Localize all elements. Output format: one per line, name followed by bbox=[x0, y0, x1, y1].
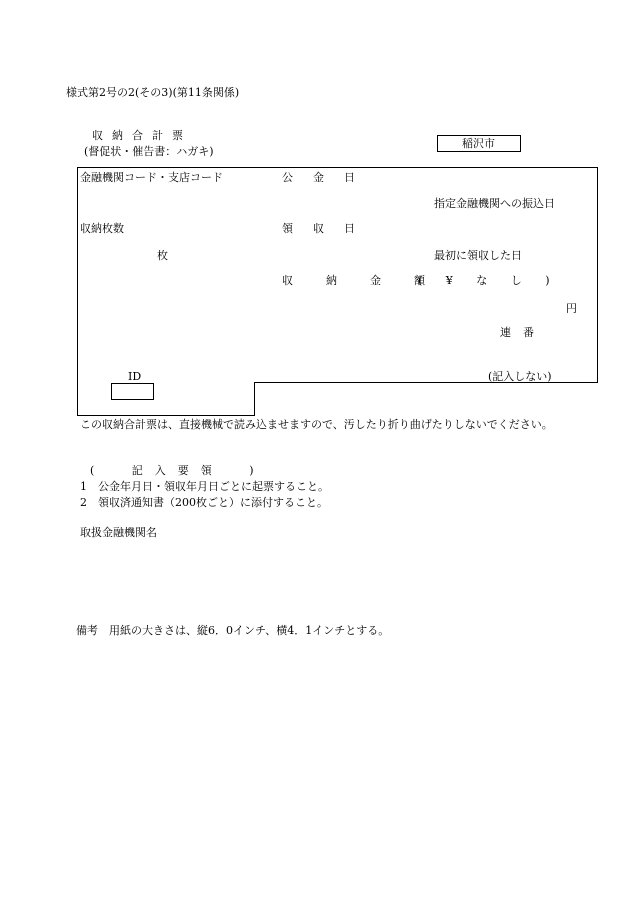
yen-unit: 円 bbox=[566, 302, 577, 315]
handling-bank-label: 取扱金融機関名 bbox=[80, 526, 157, 539]
instructions-heading: ( 記入要領 ) bbox=[90, 464, 266, 477]
no-entry-note: (記入しない) bbox=[488, 370, 552, 383]
sheets-unit: 枚 bbox=[157, 249, 168, 262]
total-amount-label: 収納金額 bbox=[282, 274, 458, 287]
city-label-box bbox=[437, 135, 521, 152]
bank-code-label: 金融機関コード・支店コード bbox=[80, 171, 223, 184]
instruction-item-1: 1 公金年月日・領収年月日ごとに起票すること。 bbox=[80, 480, 329, 493]
remarks: 備考 用紙の大きさは、縦6．0インチ、横4．1インチとする。 bbox=[76, 624, 390, 637]
receipt-date-label: 領収日 bbox=[282, 222, 375, 235]
form-number: 様式第2号の2(その3)(第11条関係) bbox=[66, 86, 240, 99]
id-label: ID bbox=[128, 370, 142, 383]
serial-label: 連番 bbox=[500, 326, 546, 339]
public-fund-date-label: 公金日 bbox=[282, 171, 375, 184]
form-subtitle: (督促状・催告書：ハガキ) bbox=[84, 145, 214, 158]
handling-notice: この収納合計票は、直接機械で読み込ませますので、汚したり折り曲げたりしないでください。 bbox=[80, 418, 553, 431]
first-receipt-date-label: 最初に領収した日 bbox=[434, 249, 522, 262]
id-box bbox=[112, 384, 154, 400]
receipt-count-label: 収納枚数 bbox=[80, 222, 124, 235]
city-label: 稲沢市 bbox=[462, 137, 495, 150]
total-amount-value: ( ¥ な し ) bbox=[418, 274, 556, 287]
form-title: 収納合計票 bbox=[92, 129, 192, 142]
transfer-date-label: 指定金融機関への振込日 bbox=[434, 197, 555, 210]
instruction-item-2: 2 領収済通知書（200枚ごと）に添付すること。 bbox=[80, 496, 328, 509]
